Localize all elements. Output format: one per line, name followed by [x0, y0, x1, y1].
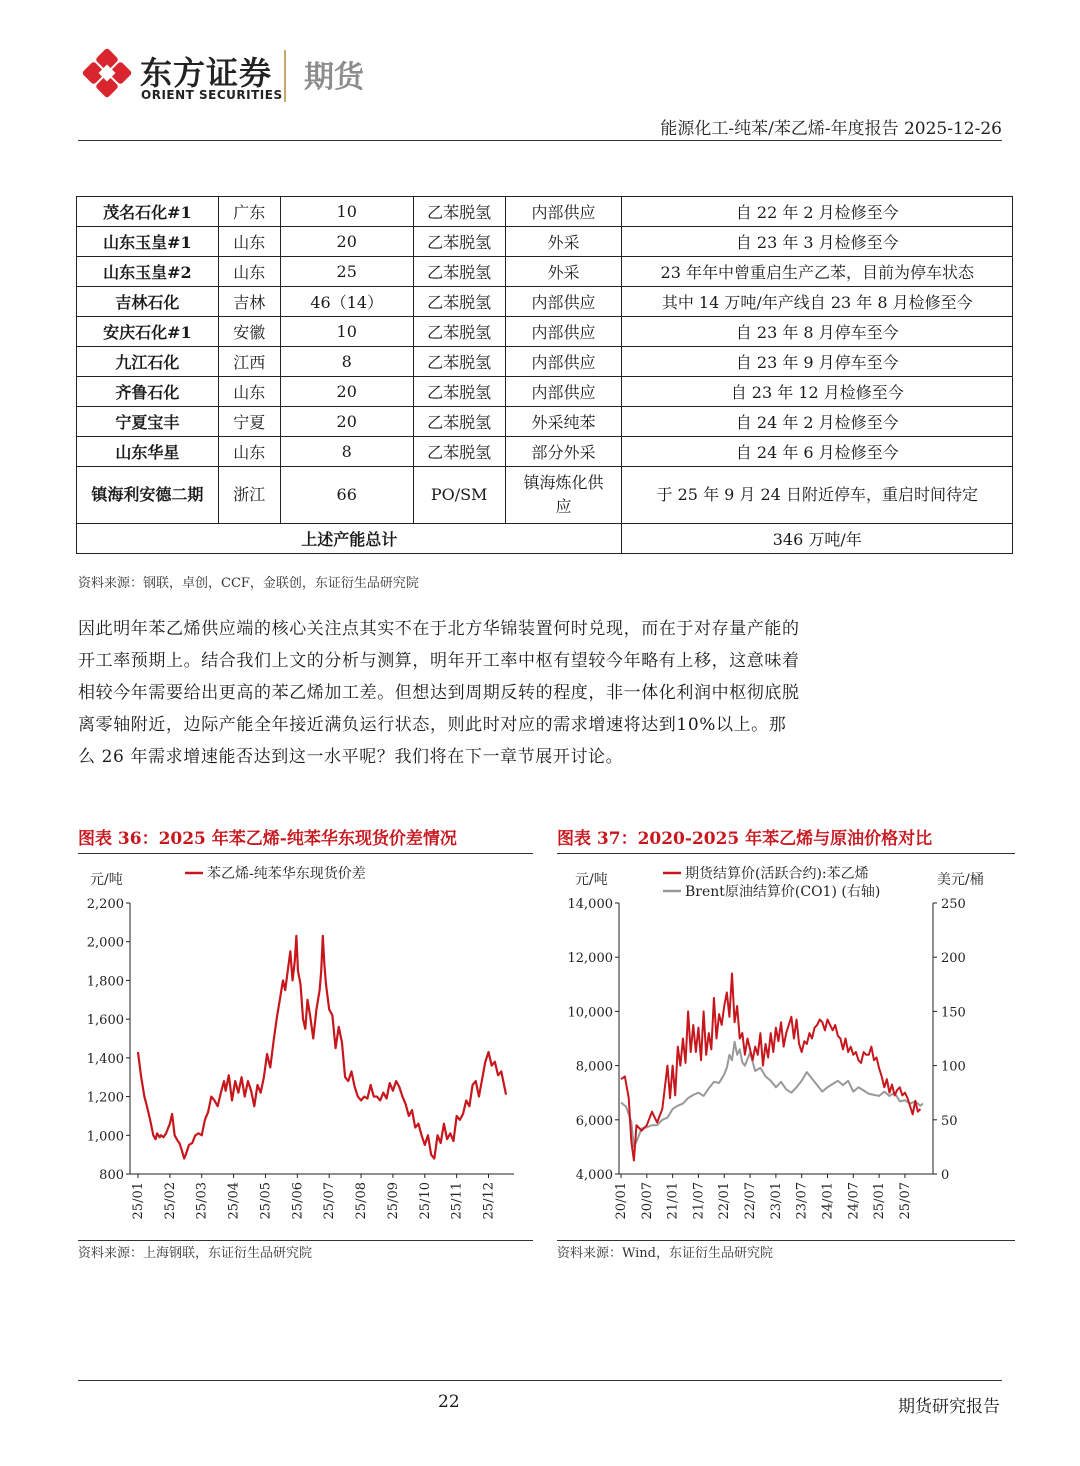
- cell-plant: 宁夏宝丰: [77, 407, 219, 437]
- y-tick-label: 1,400: [86, 1051, 124, 1067]
- brand-name-cn: 东方证券: [140, 54, 273, 92]
- y-tick-label: 4,000: [575, 1168, 613, 1183]
- y-tick-label: 1,200: [86, 1090, 124, 1106]
- y-tick-label: 10,000: [567, 1005, 613, 1021]
- y2-tick-label: 100: [941, 1059, 966, 1075]
- cell-status: 其中 14 万吨/年产线自 23 年 8 月检修至今: [622, 287, 1013, 317]
- cell-process: PO/SM: [413, 467, 505, 524]
- y-tick-label: 2,000: [86, 935, 124, 951]
- table-row: [77, 227, 1013, 257]
- x-tick-label: 22/01: [717, 1182, 733, 1220]
- cell-feedstock: 部分外采: [505, 437, 622, 467]
- cell-status: 23 年年中曾重启生产乙苯，目前为停车状态: [622, 257, 1013, 287]
- cell-status: 自 23 年 3 月检修至今: [622, 227, 1013, 257]
- table-row: [77, 377, 1013, 407]
- x-tick-label: 22/07: [743, 1182, 759, 1220]
- table-row: [77, 257, 1013, 287]
- table-total-row: [77, 524, 1013, 554]
- cell-feedstock: 内部供应: [505, 377, 622, 407]
- y-axis-unit-label: 元/吨: [575, 872, 608, 888]
- cell-process: 乙苯脱氢: [413, 317, 505, 347]
- cell-province: 山东: [218, 437, 280, 467]
- x-tick-label: 25/09: [385, 1182, 401, 1220]
- cell-process: 乙苯脱氢: [413, 197, 505, 227]
- x-tick-label: 25/03: [194, 1182, 210, 1220]
- cell-capacity: 20: [280, 227, 413, 257]
- x-tick-label: 25/12: [481, 1182, 497, 1220]
- cell-feedstock: 镇海炼化供应: [505, 467, 622, 524]
- cell-province: 广东: [218, 197, 280, 227]
- table-row: [77, 467, 1013, 524]
- y2-axis-unit-label: 美元/桶: [937, 872, 984, 888]
- x-tick-label: 25/08: [354, 1182, 370, 1220]
- y2-tick-label: 50: [941, 1113, 958, 1129]
- y-tick-label: 2,200: [86, 897, 124, 912]
- y2-tick-label: 0: [941, 1168, 950, 1183]
- y2-tick-label: 150: [941, 1005, 966, 1021]
- chart-36-title: 图表 36：2025 年苯乙烯-纯苯华东现货价差情况: [78, 829, 457, 849]
- chart-37-title: 图表 37：2020-2025 年苯乙烯与原油价格对比: [557, 829, 933, 849]
- x-tick-label: 21/07: [691, 1182, 707, 1220]
- cell-capacity: 8: [280, 437, 413, 467]
- x-tick-label: 25/06: [290, 1182, 306, 1220]
- series-line-spread: [138, 936, 506, 1159]
- x-tick-label: 25/01: [872, 1182, 888, 1220]
- legend-label-styrene: 期货结算价(活跃合约):苯乙烯: [685, 866, 869, 882]
- x-tick-label: 20/01: [614, 1182, 629, 1220]
- legend-label-brent: Brent原油结算价(CO1) (右轴): [685, 884, 881, 900]
- total-label: 上述产能总计: [77, 524, 622, 554]
- cell-plant: 山东玉皇#2: [77, 257, 219, 287]
- x-tick-label: 25/10: [417, 1182, 433, 1220]
- cell-plant: 茂名石化#1: [77, 197, 219, 227]
- cell-province: 浙江: [218, 467, 280, 524]
- series-line-brent: [621, 1042, 923, 1147]
- footer-label: 期货研究报告: [898, 1397, 1000, 1417]
- brand-subtitle: 期货: [304, 60, 364, 95]
- x-tick-label: 25/05: [258, 1182, 274, 1220]
- cell-province: 山东: [218, 227, 280, 257]
- x-tick-label: 25/07: [897, 1182, 913, 1220]
- cell-capacity: 66: [280, 467, 413, 524]
- cell-plant: 齐鲁石化: [77, 377, 219, 407]
- x-tick-label: 25/11: [449, 1182, 465, 1220]
- chart-36-source: 资料来源：上海钢联，东证衍生品研究院: [78, 1246, 313, 1261]
- chart-36-spread: [78, 860, 538, 1235]
- cell-plant: 安庆石化#1: [77, 317, 219, 347]
- cell-feedstock: 外采: [505, 257, 622, 287]
- table-row: [77, 317, 1013, 347]
- brand-divider: [284, 50, 286, 102]
- cell-status: 于 25 年 9 月 24 日附近停车，重启时间待定: [622, 467, 1013, 524]
- body-paragraph: 因此明年苯乙烯供应端的核心关注点其实不在于北方华锦装置何时兑现，而在于对存量产能的开工率预期上。结合我们上文的分析与测算，明年开工率中枢有望较今年略有上移，这意味着相较今年需要给出更高的苯乙烯加工差。但想达到周期反转的程度，非一体化利润中枢彻底脱离零轴附近，边际产能全年接近满负运行状态，则此时对应的需求增速将达到10%以上。那么 26 年需求增速能否达到这一水平呢？我们将在下一章节展开讨论。: [78, 619, 800, 767]
- cell-process: 乙苯脱氢: [413, 377, 505, 407]
- cell-capacity: 46（14）: [280, 287, 413, 317]
- table-row: [77, 197, 1013, 227]
- legend-label: 苯乙烯-纯苯华东现货价差: [207, 866, 366, 882]
- y-tick-label: 1,800: [86, 974, 124, 990]
- cell-feedstock: 内部供应: [505, 347, 622, 377]
- total-value: 346 万吨/年: [622, 524, 1013, 554]
- y-axis-unit-label: 元/吨: [90, 872, 123, 888]
- cell-process: 乙苯脱氢: [413, 257, 505, 287]
- table-row: [77, 347, 1013, 377]
- chart-37-source: 资料来源：Wind，东证衍生品研究院: [557, 1246, 773, 1261]
- orient-securities-logo-icon: [78, 44, 136, 102]
- table-row: [77, 407, 1013, 437]
- cell-feedstock: 内部供应: [505, 197, 622, 227]
- y-tick-label: 800: [99, 1168, 124, 1183]
- y-tick-label: 14,000: [567, 897, 613, 912]
- chart-36-bottom-rule: [78, 1240, 533, 1241]
- cell-process: 乙苯脱氢: [413, 437, 505, 467]
- cell-process: 乙苯脱氢: [413, 227, 505, 257]
- cell-province: 江西: [218, 347, 280, 377]
- cell-process: 乙苯脱氢: [413, 407, 505, 437]
- capacity-table: [76, 196, 1013, 554]
- cell-province: 安徽: [218, 317, 280, 347]
- cell-province: 山东: [218, 257, 280, 287]
- x-tick-label: 24/07: [846, 1182, 862, 1220]
- y-tick-label: 6,000: [575, 1113, 613, 1129]
- cell-feedstock: 外采: [505, 227, 622, 257]
- x-tick-label: 25/07: [322, 1182, 338, 1220]
- page-number: 22: [438, 1392, 460, 1412]
- chart-37-bottom-rule: [557, 1240, 1015, 1241]
- y2-tick-label: 200: [941, 951, 966, 967]
- chart-37-price-compare: [557, 860, 1017, 1235]
- cell-status: 自 23 年 8 月停车至今: [622, 317, 1013, 347]
- cell-province: 宁夏: [218, 407, 280, 437]
- cell-status: 自 24 年 6 月检修至今: [622, 437, 1013, 467]
- cell-status: 自 23 年 9 月停车至今: [622, 347, 1013, 377]
- footer-rule: [78, 1380, 1002, 1381]
- cell-capacity: 20: [280, 407, 413, 437]
- y-tick-label: 1,000: [86, 1129, 124, 1145]
- table-row: [77, 437, 1013, 467]
- x-tick-label: 21/01: [665, 1182, 681, 1220]
- cell-process: 乙苯脱氢: [413, 287, 505, 317]
- x-tick-label: 25/01: [131, 1182, 146, 1220]
- y-tick-label: 12,000: [567, 951, 613, 967]
- x-tick-label: 25/02: [162, 1182, 178, 1220]
- cell-capacity: 10: [280, 197, 413, 227]
- cell-plant: 九江石化: [77, 347, 219, 377]
- cell-plant: 山东玉皇#1: [77, 227, 219, 257]
- report-title: 能源化工-纯苯/苯乙烯-年度报告 2025-12-26: [660, 119, 1002, 139]
- cell-capacity: 10: [280, 317, 413, 347]
- cell-plant: 镇海利安德二期: [77, 467, 219, 524]
- x-tick-label: 24/01: [820, 1182, 836, 1220]
- cell-status: 自 22 年 2 月检修至今: [622, 197, 1013, 227]
- x-tick-label: 23/07: [794, 1182, 810, 1220]
- chart-36-top-rule: [78, 853, 533, 854]
- capacity-table-body: [77, 197, 1013, 554]
- cell-plant: 山东华星: [77, 437, 219, 467]
- cell-feedstock: 内部供应: [505, 317, 622, 347]
- chart-37-top-rule: [557, 853, 1015, 854]
- cell-status: 自 23 年 12 月检修至今: [622, 377, 1013, 407]
- y-tick-label: 1,600: [86, 1013, 124, 1029]
- series-line-styrene: [621, 973, 920, 1160]
- x-tick-label: 20/07: [639, 1182, 655, 1220]
- y2-tick-label: 250: [941, 897, 966, 912]
- cell-province: 山东: [218, 377, 280, 407]
- cell-province: 吉林: [218, 287, 280, 317]
- table-row: [77, 287, 1013, 317]
- cell-plant: 吉林石化: [77, 287, 219, 317]
- cell-capacity: 20: [280, 377, 413, 407]
- cell-process: 乙苯脱氢: [413, 347, 505, 377]
- table-source: 资料来源：钢联，卓创，CCF，金联创，东证衍生品研究院: [78, 576, 419, 591]
- cell-status: 自 24 年 2 月检修至今: [622, 407, 1013, 437]
- header-rule: [78, 140, 1002, 141]
- x-tick-label: 25/04: [226, 1182, 242, 1220]
- cell-capacity: 25: [280, 257, 413, 287]
- x-tick-label: 23/01: [768, 1182, 784, 1220]
- cell-feedstock: 外采纯苯: [505, 407, 622, 437]
- cell-feedstock: 内部供应: [505, 287, 622, 317]
- brand-name-en: ORIENT SECURITIES: [141, 88, 283, 102]
- cell-capacity: 8: [280, 347, 413, 377]
- y-tick-label: 8,000: [575, 1059, 613, 1075]
